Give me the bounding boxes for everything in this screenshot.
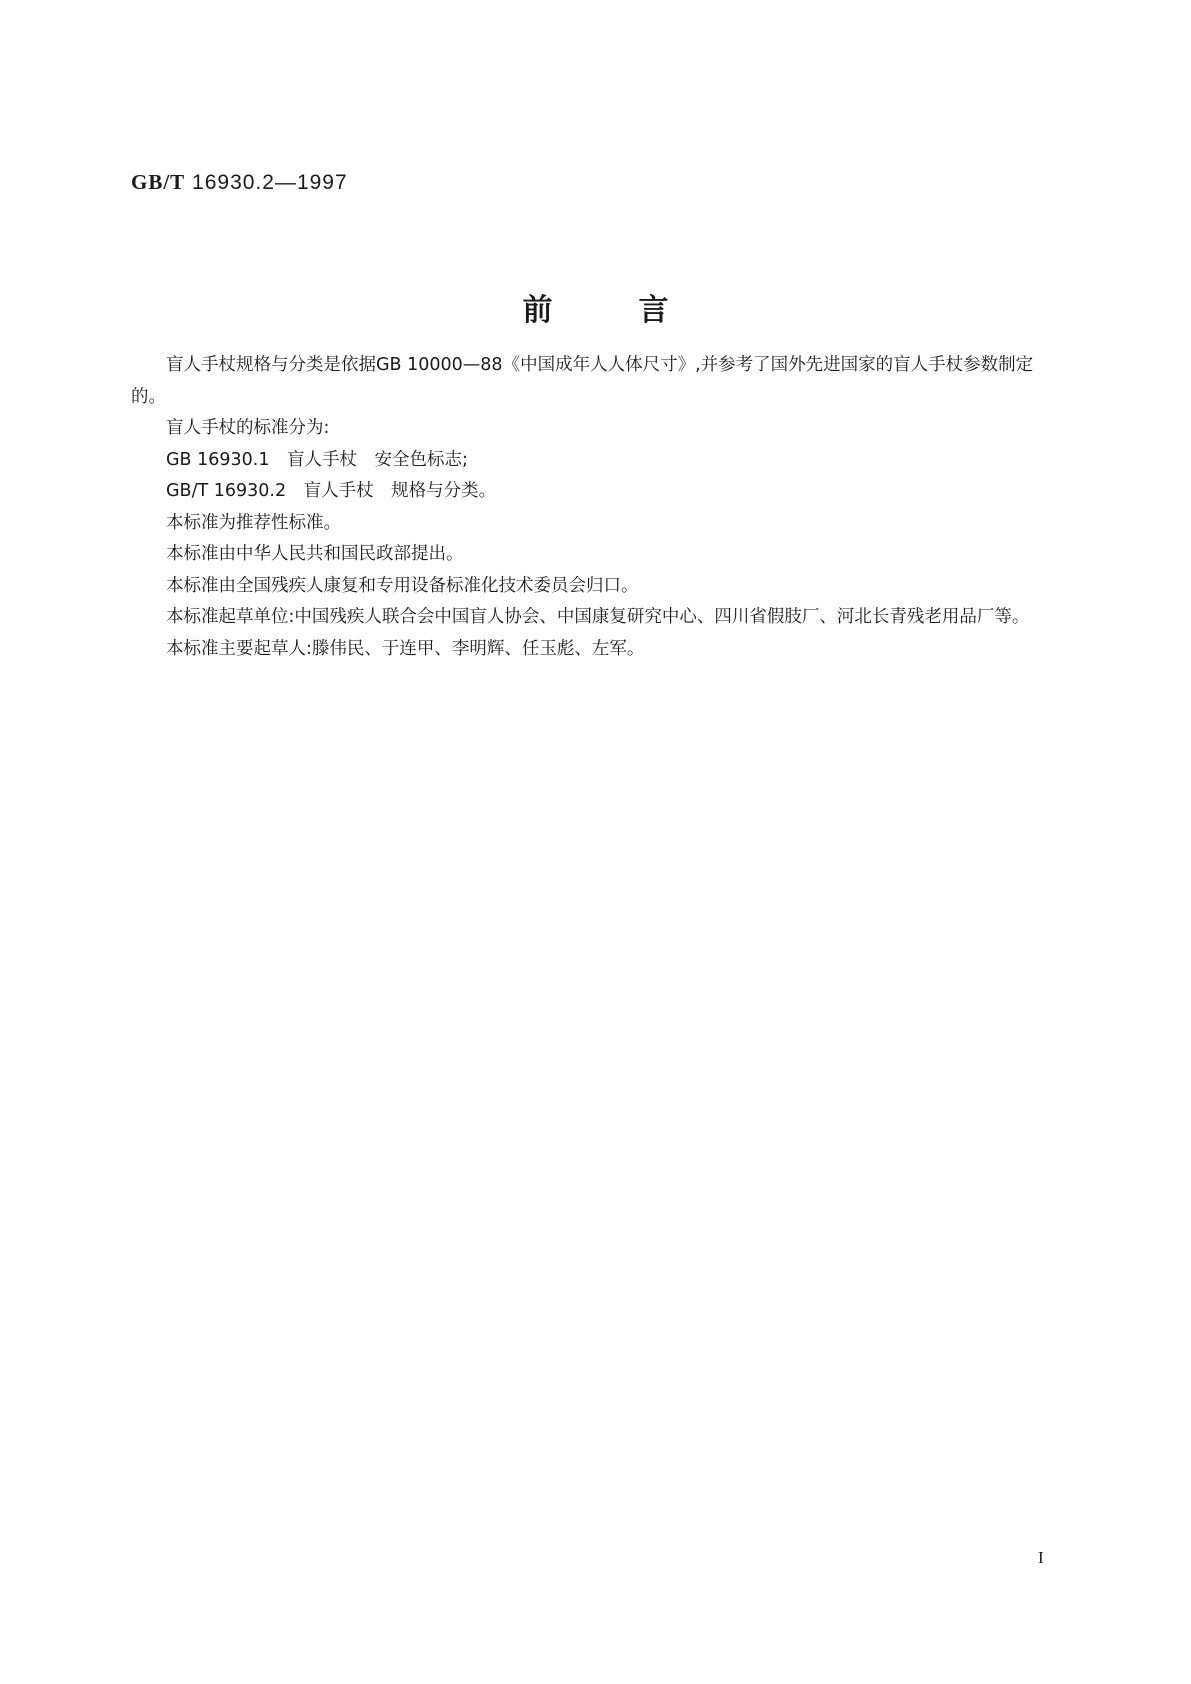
- paragraph: 本标准由全国残疾人康复和专用设备标准化技术委员会归口。: [166, 575, 639, 596]
- paragraph: GB 16930.1 盲人手杖 安全色标志;: [166, 449, 468, 470]
- standard-code-number: 16930.2—1997: [192, 171, 348, 194]
- paragraph: 盲人手杖规格与分类是依据GB 10000—88《中国成年人人体尺寸》,并参考了国外先进国家的盲人手杖参数制定的。: [131, 355, 1034, 407]
- paragraph: 本标准由中华人民共和国民政部提出。: [166, 544, 464, 564]
- paragraph: 本标准为推荐性标准。: [166, 512, 341, 533]
- page-number: I: [1038, 1548, 1044, 1567]
- paragraph: 本标准主要起草人:滕伟民、于连甲、李明辉、任玉彪、左军。: [166, 638, 645, 659]
- paragraph: GB/T 16930.2 盲人手杖 规格与分类。: [166, 481, 497, 501]
- page-title: 前言: [522, 293, 755, 328]
- foreword-body: [131, 350, 1058, 665]
- paragraph: 本标准起草单位:中国残疾人联合会中国盲人协会、中国康复研究中心、四川省假肢厂、河北长青残老用品厂等。: [166, 607, 1030, 627]
- paragraph: 盲人手杖的标准分为:: [166, 418, 330, 438]
- standard-code: [131, 170, 348, 195]
- standard-code-prefix: GB/T: [131, 170, 186, 194]
